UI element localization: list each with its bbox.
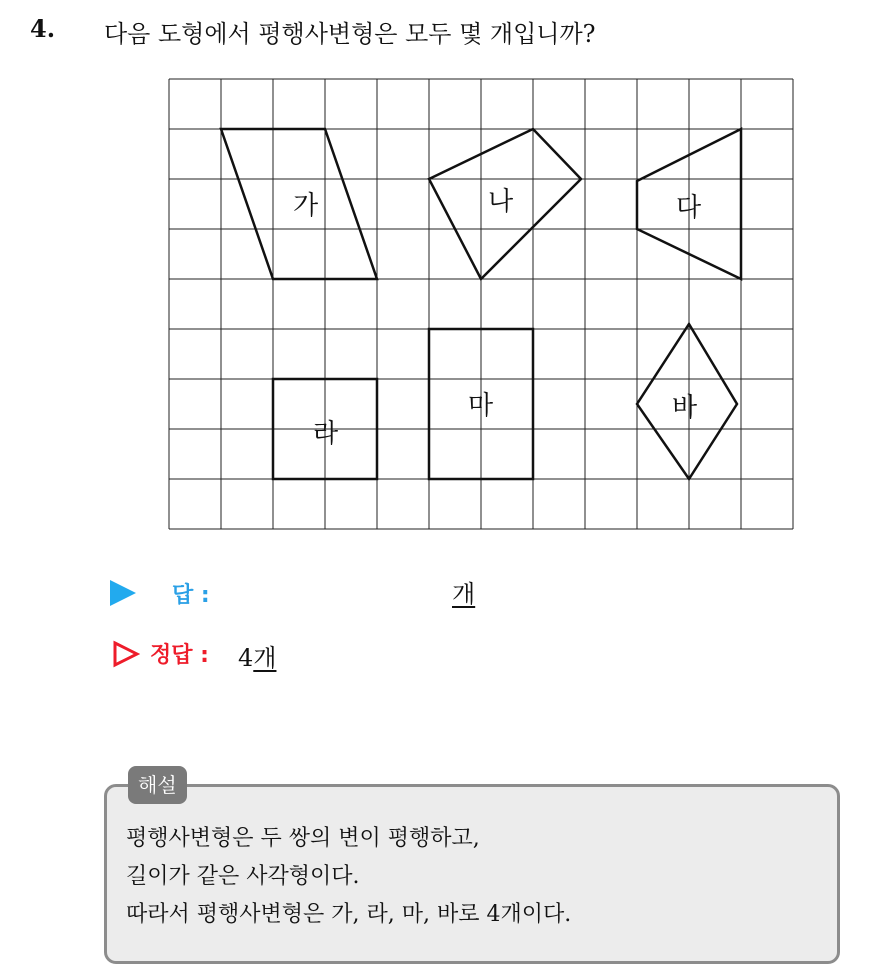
correct-answer <box>238 638 276 673</box>
grid-figure <box>168 78 796 530</box>
correct-answer-label: 정답 : <box>150 643 209 668</box>
label-ba: 바 <box>672 393 698 423</box>
correct-marker-icon <box>112 640 140 668</box>
explanation-line: 따라서 평행사변형은 가, 라, 마, 바로 4개이다. <box>126 902 572 927</box>
explanation-tag: 해설 <box>128 766 187 804</box>
question-text: 다음 도형에서 평행사변형은 모두 몇 개입니까? <box>104 20 596 48</box>
answer-marker-icon <box>110 580 136 606</box>
explanation-text <box>126 820 571 934</box>
label-ma: 마 <box>468 391 494 421</box>
correct-answer-unit: 개 <box>253 644 277 672</box>
label-na: 나 <box>488 187 514 217</box>
explanation-line: 평행사변형은 두 쌍의 변이 평행하고, <box>126 826 480 851</box>
question-number: 4. <box>30 14 56 43</box>
explanation-line: 길이가 같은 사각형이다. <box>126 864 360 889</box>
label-ga: 가 <box>293 191 319 221</box>
answer-label: 답 : <box>172 583 210 608</box>
label-ra: 라 <box>313 419 339 449</box>
label-da: 다 <box>676 193 702 223</box>
answer-unit: 개 <box>452 580 476 608</box>
correct-answer-value: 4 <box>238 644 254 672</box>
